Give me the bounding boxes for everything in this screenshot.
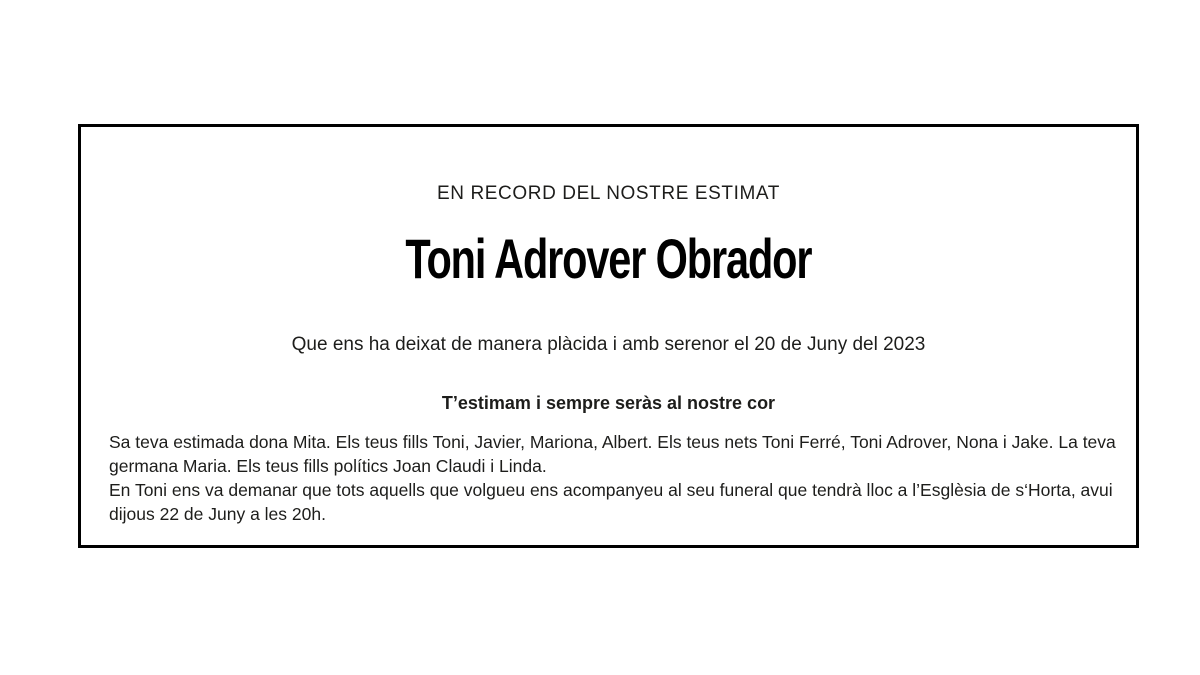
obituary-notice-card [78,124,1139,548]
deceased-name-text: Toni Adrover Obrador [405,227,812,290]
death-date-line: Que ens ha deixat de manera plàcida i amb serenor el 20 de Juny del 2023 [291,334,926,355]
family-and-funeral-details [109,430,1116,526]
deceased-name [81,227,1136,290]
family-paragraph: Sa teva estimada dona Mita. Els teus fills Toni, Javier, Mariona, Albert. Els teus nets Toni Ferré, Toni Adrover, Nona i Jake. La teva germana Maria. Els teus fills polítics Joan Claudi i Linda. [109,432,1116,476]
funeral-paragraph: En Toni ens va demanar que tots aquells que volgueu ens acompanyeu al seu funeral que tendrà lloc a l’Esglèsia de s‘Horta, avui dijous 22 de Juny a les 20h. [109,480,1113,524]
tribute-line: T’estimam i sempre seràs al nostre cor [441,393,776,413]
memorial-kicker-text: EN RECORD DEL NOSTRE ESTIMAT [436,183,780,204]
